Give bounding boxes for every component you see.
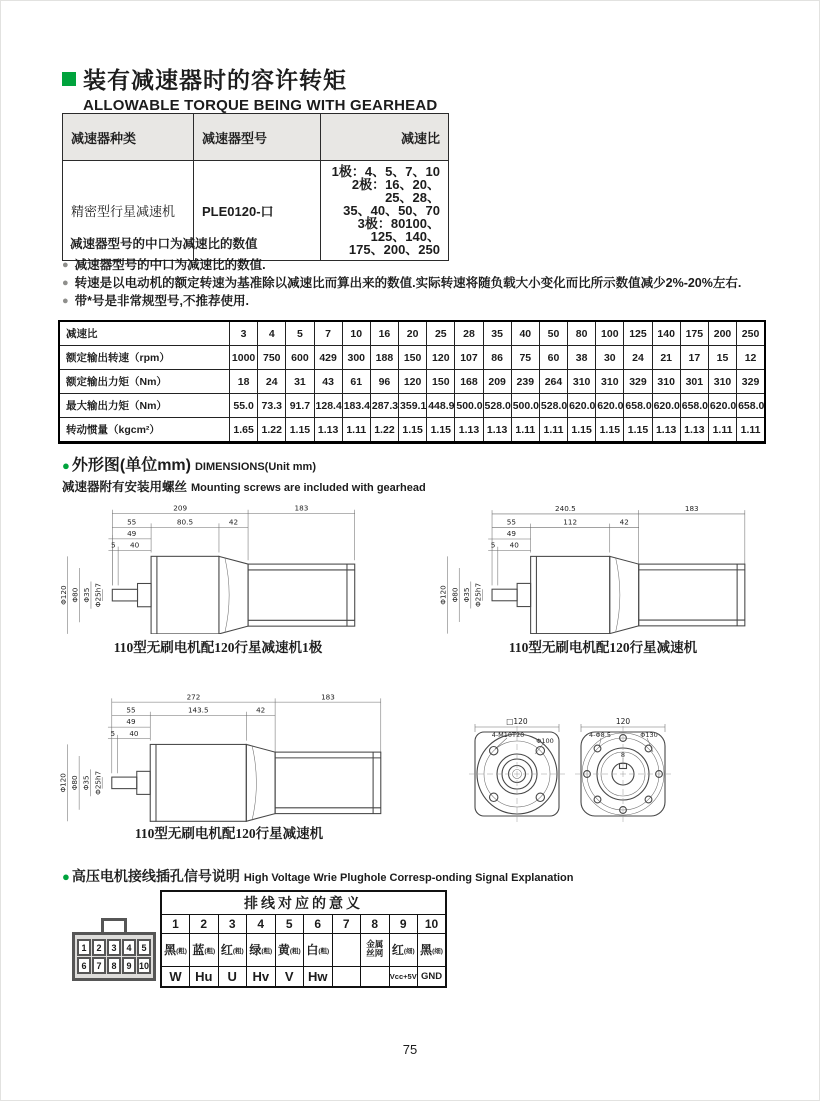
spec-cell: 24 <box>258 370 286 394</box>
bullet-icon: ● <box>62 869 70 884</box>
spec-cell: 17 <box>680 346 708 370</box>
spec-cell: 1.11 <box>511 418 539 443</box>
dim-label: 183 <box>684 504 699 514</box>
dim-label: 40 <box>129 728 139 738</box>
bullet-icon: ● <box>62 295 69 307</box>
pin-number-row <box>161 915 446 934</box>
spec-cell: 620.0 <box>596 394 624 418</box>
gearhead-table-footnote: 减速器型号的中口为减速比的数值 <box>70 237 258 251</box>
dim-label: 112 <box>563 517 578 527</box>
spec-table <box>58 320 766 444</box>
pin-signal: U <box>218 967 247 988</box>
connector-pin: 1 <box>77 939 91 956</box>
dim-label: Φ120 <box>438 585 448 605</box>
bullet-icon: ● <box>62 277 69 289</box>
pin-number: 3 <box>218 915 247 934</box>
spec-cell: 310 <box>596 370 624 394</box>
spec-cell: 120 <box>427 346 455 370</box>
dimensions-note-en: Mounting screws are included with gearhead <box>191 482 426 494</box>
dim-label: 272 <box>186 692 201 702</box>
drawing-caption: 110型无刷电机配120行星减速机 <box>508 640 698 655</box>
pin-signal: Hv <box>247 967 276 988</box>
note-item <box>62 292 741 310</box>
spec-cell: 209 <box>483 370 511 394</box>
spec-cell: 80 <box>568 321 596 346</box>
spec-cell: 1.13 <box>680 418 708 443</box>
spec-cell: 264 <box>539 370 567 394</box>
spec-cell: 287.3 <box>370 394 398 418</box>
spec-cell: 18 <box>230 370 258 394</box>
spec-cell: 188 <box>370 346 398 370</box>
pin-number: 8 <box>361 915 390 934</box>
spec-cell: 1.11 <box>539 418 567 443</box>
signal-heading-en: High Voltage Wrie Plughole Corresp-onding Signal Explanation <box>243 872 574 884</box>
spec-cell: 168 <box>455 370 483 394</box>
dim-label: 42 <box>228 517 239 527</box>
spec-cell: 16 <box>370 321 398 346</box>
spec-cell: 50 <box>539 321 567 346</box>
col-gear-ratio: 减速比 <box>321 114 449 161</box>
gearhead-type: 精密型行星减速机 <box>63 161 194 261</box>
spec-cell: 96 <box>370 370 398 394</box>
drawing-front-views <box>455 688 690 823</box>
spec-row <box>59 370 765 394</box>
section-marker-icon <box>62 72 76 86</box>
spec-cell: 1.15 <box>399 418 427 443</box>
dimensions-heading <box>62 452 316 475</box>
spec-cell: 1.13 <box>314 418 342 443</box>
spec-cell: 43 <box>314 370 342 394</box>
pin-number: 6 <box>304 915 333 934</box>
spec-cell: 60 <box>539 346 567 370</box>
dim-label: Φ80 <box>450 587 460 603</box>
spec-cell: 1.15 <box>624 418 652 443</box>
spec-row-label: 转动惯量（kgcm²） <box>59 418 230 443</box>
connector-pin: 10 <box>137 957 151 974</box>
spec-cell: 61 <box>342 370 370 394</box>
spec-cell: 1.11 <box>342 418 370 443</box>
spec-cell: 15 <box>708 346 736 370</box>
wire-color: 绿(粗) <box>247 934 276 967</box>
dimensions-note <box>62 477 426 496</box>
spec-row <box>59 346 765 370</box>
spec-cell: 86 <box>483 346 511 370</box>
spec-cell: 107 <box>455 346 483 370</box>
spec-row-label: 额定输出转速（rpm） <box>59 346 230 370</box>
spec-cell: 620.0 <box>652 394 680 418</box>
gearhead-header-row <box>63 114 449 161</box>
spec-cell: 73.3 <box>258 394 286 418</box>
spec-cell: 658.0 <box>680 394 708 418</box>
spec-cell: 200 <box>708 321 736 346</box>
page-number: 75 <box>402 1042 418 1057</box>
dim-label: 55 <box>127 517 137 527</box>
spec-cell: 55.0 <box>230 394 258 418</box>
spec-cell: 140 <box>652 321 680 346</box>
dim-label: 55 <box>506 517 516 527</box>
wire-color-row <box>161 934 446 967</box>
pin-signal <box>361 967 390 988</box>
pin-number: 10 <box>418 915 447 934</box>
spec-cell: 500.0 <box>511 394 539 418</box>
spec-cell: 1.13 <box>483 418 511 443</box>
note-text: 带*号是非常规型号,不推荐使用. <box>74 294 249 308</box>
ratio-line: 175、200、250 <box>348 242 440 257</box>
spec-cell: 300 <box>342 346 370 370</box>
dim-label: Φ35 <box>81 775 91 791</box>
pin-signal: W <box>161 967 190 988</box>
spec-cell: 25 <box>427 321 455 346</box>
dim-label: Φ120 <box>58 773 68 793</box>
signal-heading <box>62 866 573 886</box>
ratio-line: 3极：80100、125、140、 <box>357 216 440 244</box>
spec-cell: 1.13 <box>652 418 680 443</box>
spec-cell: 301 <box>680 370 708 394</box>
dim-label: 40 <box>509 540 519 550</box>
pin-signal: Hw <box>304 967 333 988</box>
drawing-caption: 110型无刷电机配120行星减速机 <box>134 826 324 841</box>
spec-cell: 35 <box>483 321 511 346</box>
pin-number: 2 <box>190 915 219 934</box>
wire-color: 金属丝网 <box>361 934 390 967</box>
spec-cell: 329 <box>624 370 652 394</box>
pin-signal: Vcc+5V <box>389 967 418 988</box>
spec-cell: 21 <box>652 346 680 370</box>
spec-cell: 183.4 <box>342 394 370 418</box>
wire-color: 红(细) <box>389 934 418 967</box>
spec-cell: 620.0 <box>708 394 736 418</box>
connector-pin: 3 <box>107 939 121 956</box>
connector-pin: 9 <box>122 957 136 974</box>
dim-label: 8 <box>620 751 626 759</box>
spec-row <box>59 418 765 443</box>
dim-label: 183 <box>321 692 335 702</box>
connector-tab <box>101 918 127 932</box>
pin-signal: Hu <box>190 967 219 988</box>
pin-number: 9 <box>389 915 418 934</box>
pin-number: 7 <box>332 915 361 934</box>
dim-label: Φ35 <box>82 587 92 603</box>
dim-label: Φ25h7 <box>473 582 483 608</box>
dim-label: 5 <box>110 540 116 550</box>
spec-cell: 310 <box>708 370 736 394</box>
dim-label: Φ25h7 <box>93 770 103 795</box>
dimensions-note-cn: 减速器附有安装用螺丝 <box>62 480 188 494</box>
drawing-caption: 110型无刷电机配120行星减速机1极 <box>113 640 323 655</box>
pin-signal: GND <box>418 967 447 988</box>
dim-label: 55 <box>126 705 136 715</box>
dimensions-heading-cn: 外形图(单位mm) <box>71 457 191 474</box>
bullet-icon: ● <box>62 259 69 271</box>
title-block <box>62 62 437 114</box>
dim-label: Φ35 <box>461 587 471 603</box>
dim-label: Φ100 <box>536 737 554 745</box>
spec-cell: 30 <box>596 346 624 370</box>
dim-label: 143.5 <box>187 705 209 715</box>
ratio-line: 35、40、50、70 <box>343 203 440 218</box>
spec-cell: 1.11 <box>708 418 736 443</box>
spec-cell: 1.15 <box>596 418 624 443</box>
spec-cell: 5 <box>286 321 314 346</box>
dim-label: 49 <box>127 528 137 538</box>
spec-cell: 329 <box>737 370 765 394</box>
connector-pin: 5 <box>137 939 151 956</box>
bullet-icon: ● <box>62 458 70 473</box>
connector-body <box>72 932 156 981</box>
dim-label: 80.5 <box>176 517 194 527</box>
spec-cell: 359.1 <box>399 394 427 418</box>
col-gearhead-type: 减速器种类 <box>63 114 194 161</box>
drawing-side-view-2 <box>438 500 768 634</box>
spec-cell: 150 <box>427 370 455 394</box>
spec-cell: 120 <box>399 370 427 394</box>
connector-pin: 7 <box>92 957 106 974</box>
spec-cell: 75 <box>511 346 539 370</box>
dim-label: □120 <box>506 717 528 726</box>
dim-label: 209 <box>173 503 188 513</box>
connector-plug-drawing <box>72 918 156 981</box>
dim-label: 42 <box>256 705 266 715</box>
ratio-line: 2极：16、20、25、28、 <box>351 177 440 205</box>
spec-cell: 310 <box>568 370 596 394</box>
spec-cell: 28 <box>455 321 483 346</box>
spec-row <box>59 321 765 346</box>
dim-label: 5 <box>110 728 116 738</box>
spec-cell: 1.15 <box>427 418 455 443</box>
dim-label: 240.5 <box>555 504 576 514</box>
pin-signal-row <box>161 967 446 988</box>
spec-cell: 24 <box>624 346 652 370</box>
note-item <box>62 274 741 292</box>
spec-cell: 150 <box>399 346 427 370</box>
spec-cell: 125 <box>624 321 652 346</box>
spec-cell: 1.22 <box>370 418 398 443</box>
connector-pin: 4 <box>122 939 136 956</box>
pin-number: 4 <box>247 915 276 934</box>
note-text: 减速器型号的中口为减速比的数值. <box>74 258 266 272</box>
signal-table-title: 排线对应的意义 <box>161 891 446 915</box>
drawing-side-view-3 <box>58 688 400 822</box>
spec-cell: 175 <box>680 321 708 346</box>
wire-color: 白(粗) <box>304 934 333 967</box>
spec-cell: 239 <box>511 370 539 394</box>
spec-cell: 4 <box>258 321 286 346</box>
spec-cell: 1.22 <box>258 418 286 443</box>
page-title-cn: 装有减速器时的容许转矩 <box>83 67 347 93</box>
spec-cell: 128.4 <box>314 394 342 418</box>
spec-cell: 250 <box>737 321 765 346</box>
dim-label: 49 <box>126 717 136 727</box>
connector-pin: 8 <box>107 957 121 974</box>
spec-row-label: 减速比 <box>59 321 230 346</box>
pin-signal <box>332 967 361 988</box>
pin-number: 1 <box>161 915 190 934</box>
spec-cell: 500.0 <box>455 394 483 418</box>
col-gearhead-model: 减速器型号 <box>194 114 321 161</box>
spec-cell: 1000 <box>230 346 258 370</box>
dim-label: 4-M10T20 <box>491 731 525 739</box>
spec-cell: 429 <box>314 346 342 370</box>
spec-cell: 20 <box>399 321 427 346</box>
note-item <box>62 256 741 274</box>
dim-label: 4-Φ8.5 <box>589 731 611 739</box>
spec-cell: 310 <box>652 370 680 394</box>
note-text: 转速是以电动机的额定转速为基准除以减速比而算出来的数值.实际转速将随负载大小变化而比所示数值减少2%-20%左右. <box>74 276 742 290</box>
spec-cell: 10 <box>342 321 370 346</box>
spec-cell: 448.9 <box>427 394 455 418</box>
signal-heading-cn: 高压电机接线插孔信号说明 <box>71 868 240 884</box>
spec-row-label: 额定输出力矩（Nm） <box>59 370 230 394</box>
spec-cell: 658.0 <box>624 394 652 418</box>
spec-cell: 7 <box>314 321 342 346</box>
ratio-line: 1极：4、5、7、10 <box>331 164 440 179</box>
spec-cell: 1.15 <box>568 418 596 443</box>
drawing-side-view-1 <box>58 500 378 634</box>
dim-label: 183 <box>294 503 309 513</box>
wire-color: 黑(粗) <box>161 934 190 967</box>
gearhead-model: PLE0120-口 <box>194 161 321 261</box>
spec-cell: 658.0 <box>737 394 765 418</box>
dim-label: 5 <box>490 540 496 550</box>
wire-color: 红(粗) <box>218 934 247 967</box>
spec-row <box>59 394 765 418</box>
spec-cell: 1.13 <box>455 418 483 443</box>
wire-color: 黄(粗) <box>275 934 304 967</box>
spec-cell: 1.15 <box>286 418 314 443</box>
dim-label: Φ80 <box>70 587 80 603</box>
dimensions-heading-en: DIMENSIONS(Unit mm) <box>194 461 316 473</box>
dim-label: 49 <box>506 529 516 539</box>
gear-ratio-list <box>321 161 449 261</box>
spec-cell: 528.0 <box>483 394 511 418</box>
spec-cell: 620.0 <box>568 394 596 418</box>
wire-color: 蓝(粗) <box>190 934 219 967</box>
wire-color <box>332 934 361 967</box>
signal-table <box>160 890 447 988</box>
spec-cell: 1.65 <box>230 418 258 443</box>
spec-cell: 3 <box>230 321 258 346</box>
wire-color: 黑(细) <box>418 934 447 967</box>
spec-cell: 600 <box>286 346 314 370</box>
dim-label: Φ80 <box>70 775 80 791</box>
spec-cell: 38 <box>568 346 596 370</box>
dim-label: Φ120 <box>58 585 68 605</box>
dim-label: Φ25h7 <box>93 583 103 608</box>
pin-signal: V <box>275 967 304 988</box>
spec-cell: 750 <box>258 346 286 370</box>
pin-number: 5 <box>275 915 304 934</box>
spec-cell: 40 <box>511 321 539 346</box>
dim-label: 120 <box>615 717 631 726</box>
spec-cell: 12 <box>737 346 765 370</box>
dim-label: 40 <box>129 540 140 550</box>
dim-label: 42 <box>619 517 629 527</box>
spec-row-label: 最大输出力矩（Nm） <box>59 394 230 418</box>
spec-cell: 100 <box>596 321 624 346</box>
spec-cell: 91.7 <box>286 394 314 418</box>
page-title-en: ALLOWABLE TORQUE BEING WITH GEARHEAD <box>83 97 438 114</box>
dim-label: Φ130 <box>640 731 658 739</box>
spec-cell: 1.11 <box>737 418 765 443</box>
spec-cell: 528.0 <box>539 394 567 418</box>
connector-pin: 2 <box>92 939 106 956</box>
notes-list <box>62 256 741 310</box>
spec-cell: 31 <box>286 370 314 394</box>
connector-pin: 6 <box>77 957 91 974</box>
